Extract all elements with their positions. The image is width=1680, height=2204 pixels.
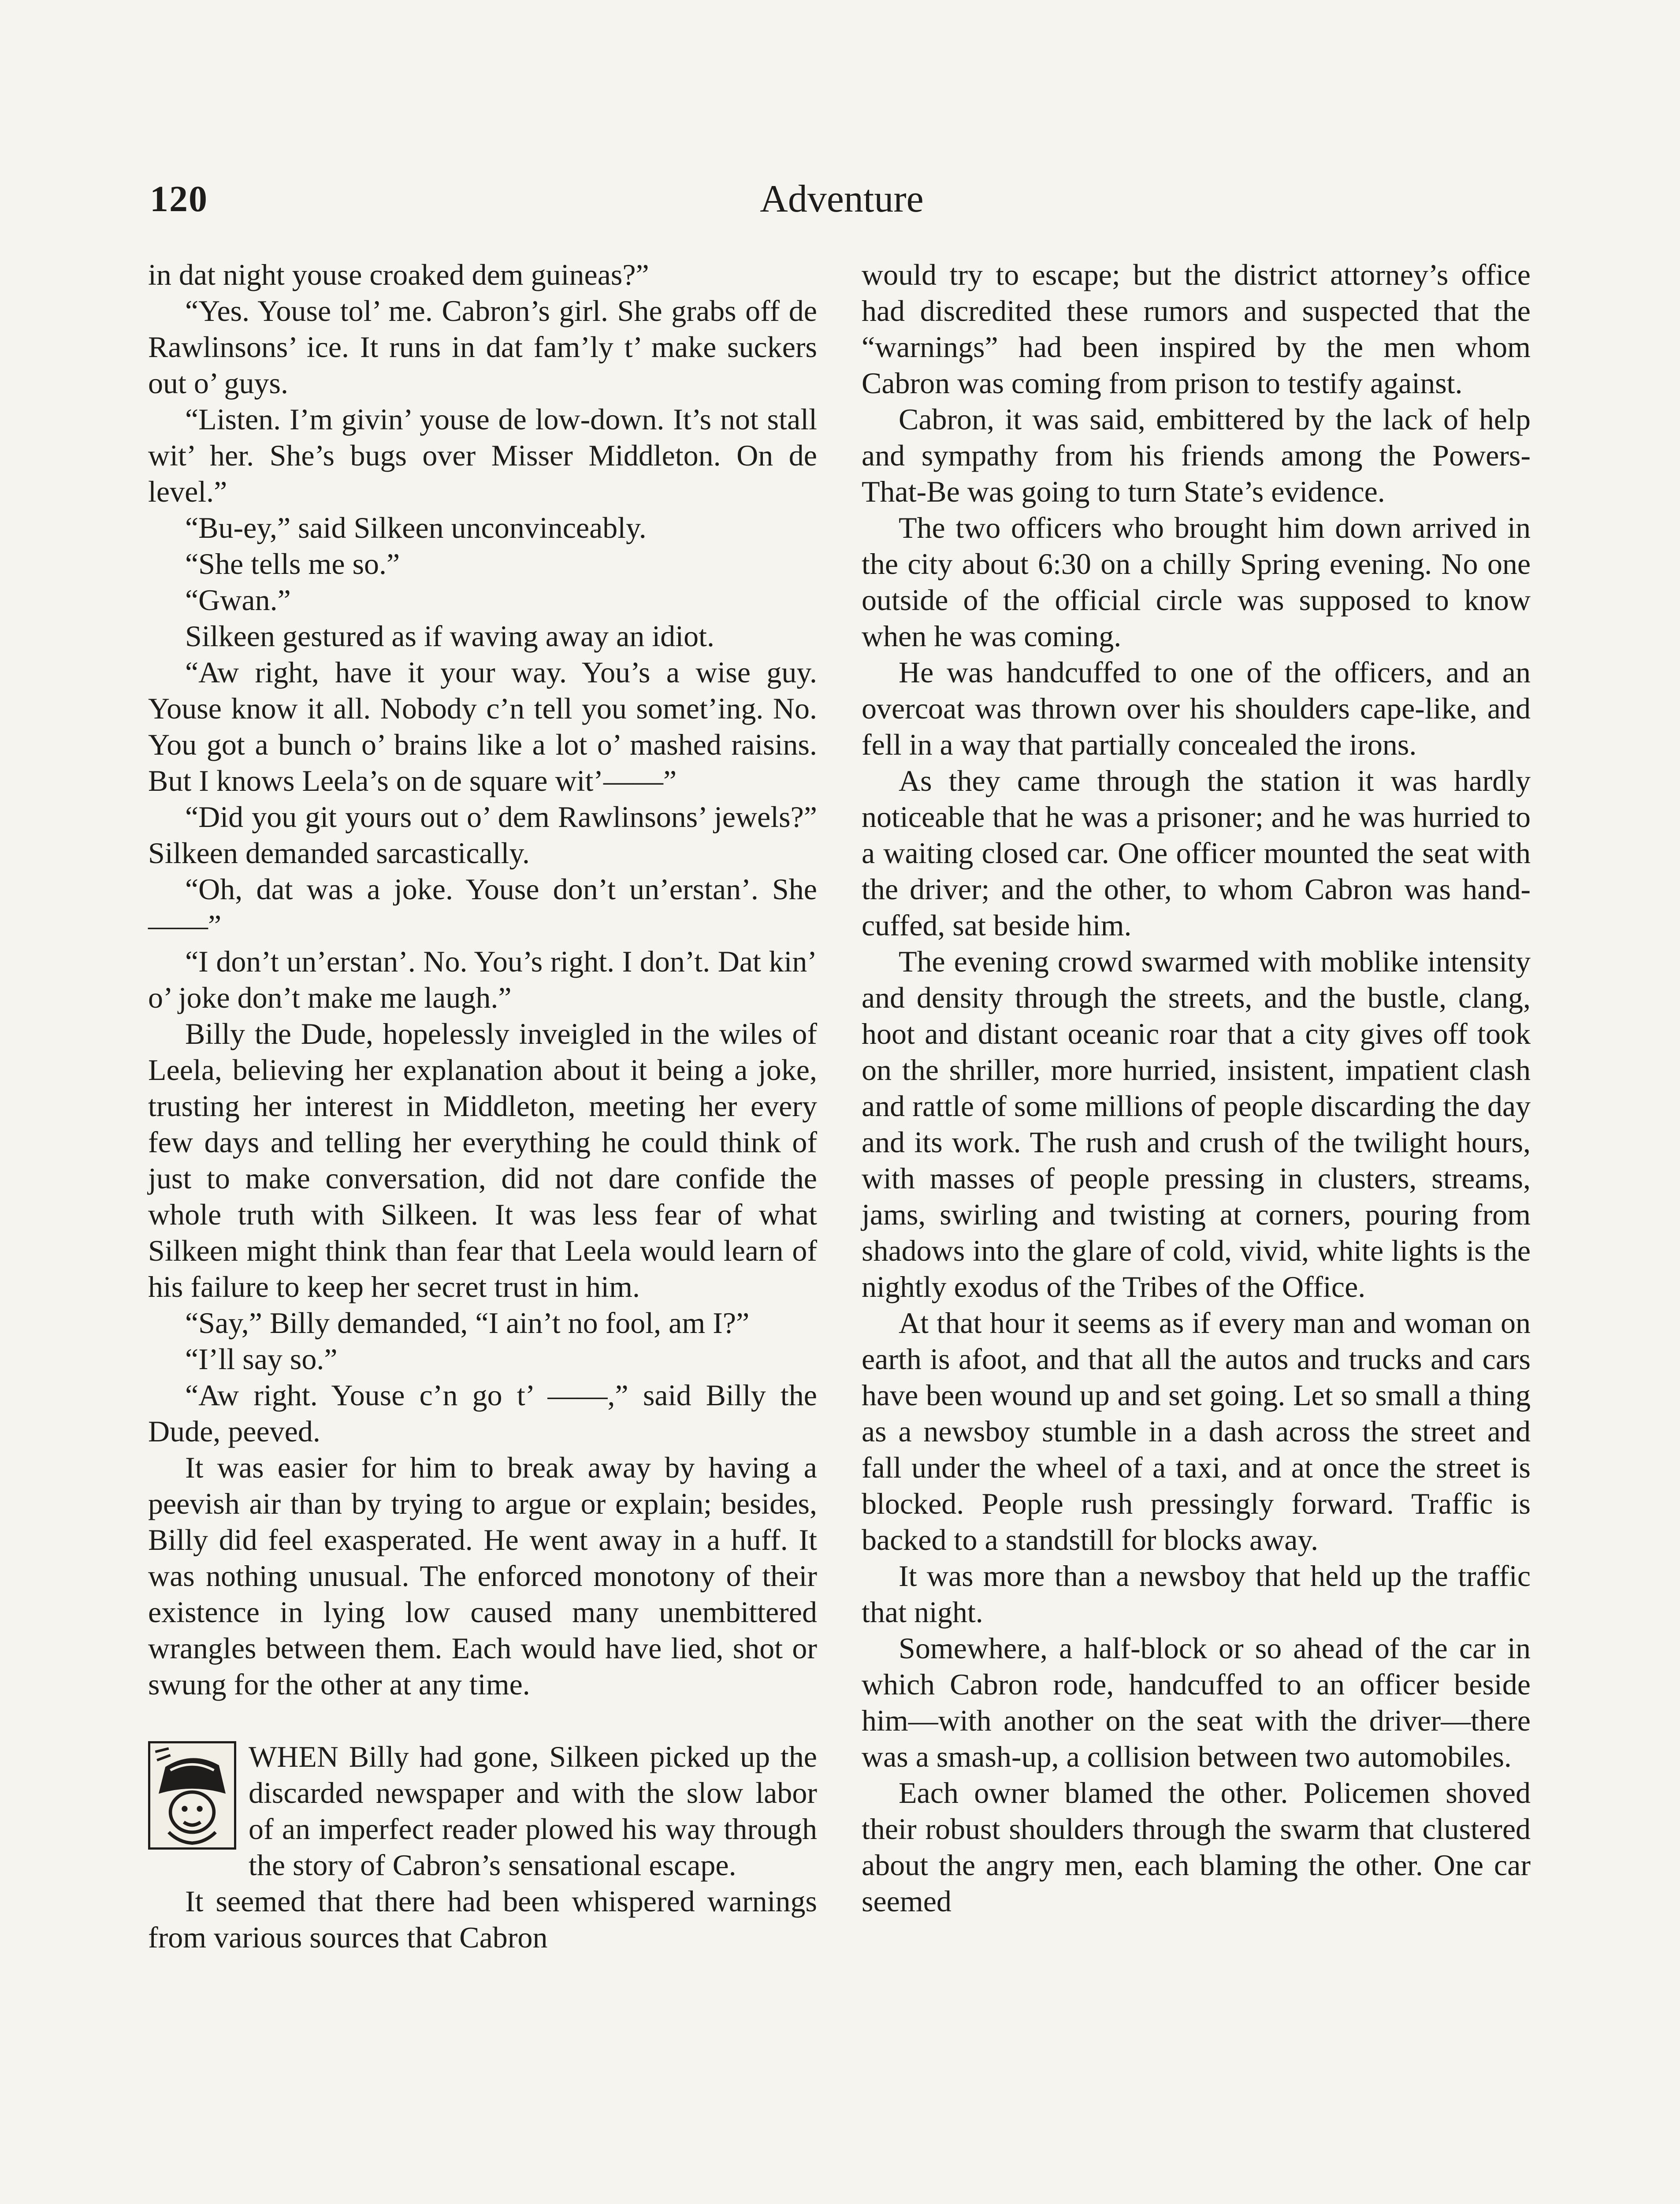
- right-column: [862, 257, 1531, 1919]
- paragraph: “Say,” Billy demanded, “I ain’t no fool, am I?”: [185, 1306, 750, 1340]
- paragraph: He was handcuffed to one of the officers, and an overcoat was thrown over his shoulders cape-like, and fell in a way that partially concealed the irons.: [862, 655, 1531, 761]
- paragraph: “Listen. I’m givin’ youse de low-down. It’s not stall wit’ her. She’s bugs over Misser Middleton. On de level.”: [148, 402, 817, 508]
- paragraph: in dat night youse croaked dem guineas?”: [148, 258, 649, 291]
- paragraph: Somewhere, a half-block or so ahead of the car in which Cabron rode, handcuffed to an officer beside him—with another on the seat with the driver—there was a smash-up, a collision between two automobiles.: [862, 1631, 1531, 1773]
- paragraph: “Aw right, have it your way. You’s a wise guy. Youse know it all. Nobody c’n tell you somet’ing. No. You got a bunch o’ brains like a lot o’ mashed raisins. But I knows Leela’s on de square wit’——”: [148, 655, 817, 797]
- paragraph: It was easier for him to break away by having a peevish air than by trying to argue or explain; besides, Billy did feel exasperated. He went away in a huff. It was nothing unusual. The enforced monotony of their existence in lying low caused many unembittered wrangles between them. Each would have lied, shot or swung for the other at any time.: [148, 1451, 817, 1701]
- paragraph: Silkeen gestured as if waving away an idiot.: [185, 619, 715, 653]
- paragraph: At that hour it seems as if every man and woman on earth is afoot, and that all the autos and trucks and cars have been wound up and set going. Let so small a thing as a newsboy stumble in a dash across the street and fall under the wheel of a taxi, and at once the street is blocked. People rush pressingly forward. Traffic is backed to a standstill for blocks away.: [862, 1306, 1531, 1556]
- paragraph: As they came through the station it was hardly noticeable that he was a prisoner; and he was hurried to a waiting closed car. One officer mounted the seat with the driver; and the other, to whom Cabron was handcuffed, sat beside him.: [862, 764, 1531, 942]
- paragraph: “I don’t un’erstan’. No. You’s right. I don’t. Dat kin’ o’ joke don’t make me laugh.”: [148, 945, 817, 1014]
- paragraph: The evening crowd swarmed with moblike intensity and density through the streets, and the bustle, clang, hoot and distant oceanic roar that a city gives off took on the shriller, more hurried, insistent, impatient clash and rattle of some millions of people discarding the day and its work. The rush and crush of the twilight hours, with masses of people pressing in clusters, streams, jams, swirling and twisting at corners, pouring from shadows into the glare of cold, vivid, white lights is the nightly exodus of the Tribes of the Office.: [862, 945, 1531, 1303]
- paragraph: It seemed that there had been whispered warnings from various sources that Cabron: [148, 1884, 817, 1954]
- paragraph: “Oh, dat was a joke. Youse don’t un’erstan’. She——”: [148, 872, 817, 942]
- section-opening-paragraph: [148, 1739, 817, 1883]
- left-column: [148, 257, 817, 1955]
- paragraph: “Did you git yours out o’ dem Rawlinsons’ jewels?” Silkeen demanded sarcastically.: [148, 800, 817, 870]
- running-title: Adventure: [760, 178, 924, 220]
- paragraph: “I’ll say so.”: [185, 1342, 338, 1376]
- paragraph: It was more than a newsboy that held up the traffic that night.: [862, 1559, 1531, 1629]
- running-head: [150, 173, 1534, 226]
- paragraph: “Aw right. Youse c’n go t’ ——,” said Billy the Dude, peeved.: [148, 1378, 817, 1448]
- paragraph: “She tells me so.”: [185, 547, 400, 581]
- paragraph: Cabron, it was said, embittered by the lack of help and sympathy from his friends among the Powers-That-Be was going to turn State’s evidence.: [862, 402, 1531, 508]
- paragraph: The two officers who brought him down arrived in the city about 6:30 on a chilly Spring evening. No one outside of the official circle was supposed to know when he was coming.: [862, 511, 1531, 653]
- section-ornament-icon: [148, 1741, 236, 1850]
- paragraph-text: WHEN Billy had gone, Silkeen picked up the discarded newspaper and with the slow labor of an imperfect reader plowed his way through the story of Cabron’s sensational escape.: [249, 1740, 817, 1882]
- paragraph: “Gwan.”: [185, 583, 291, 617]
- paragraph: Each owner blamed the other. Policemen shoved their robust shoulders through the swarm that clustered about the angry men, each blaming the other. One car seemed: [862, 1776, 1531, 1918]
- paragraph: would try to escape; but the district attorney’s office had discredited these rumors and suspected that the “warnings” had been inspired by the men whom Cabron was coming from prison to testify against.: [862, 258, 1531, 400]
- paragraph: “Yes. Youse tol’ me. Cabron’s girl. She grabs off de Rawlinsons’ ice. It runs in dat fam’ly t’ make suckers out o’ guys.: [148, 294, 817, 400]
- paragraph: Billy the Dude, hopelessly inveigled in the wiles of Leela, believing her explanation about it being a joke, trusting her interest in Middleton, meeting her every few days and telling her everything he could think of just to make conversation, did not dare confide the whole truth with Silkeen. It was less fear of what Silkeen might think than fear that Leela would learn of his failure to keep her secret trust in him.: [148, 1017, 817, 1303]
- paragraph: “Bu-ey,” said Silkeen unconvinceably.: [185, 511, 647, 544]
- page-number: 120: [150, 179, 208, 220]
